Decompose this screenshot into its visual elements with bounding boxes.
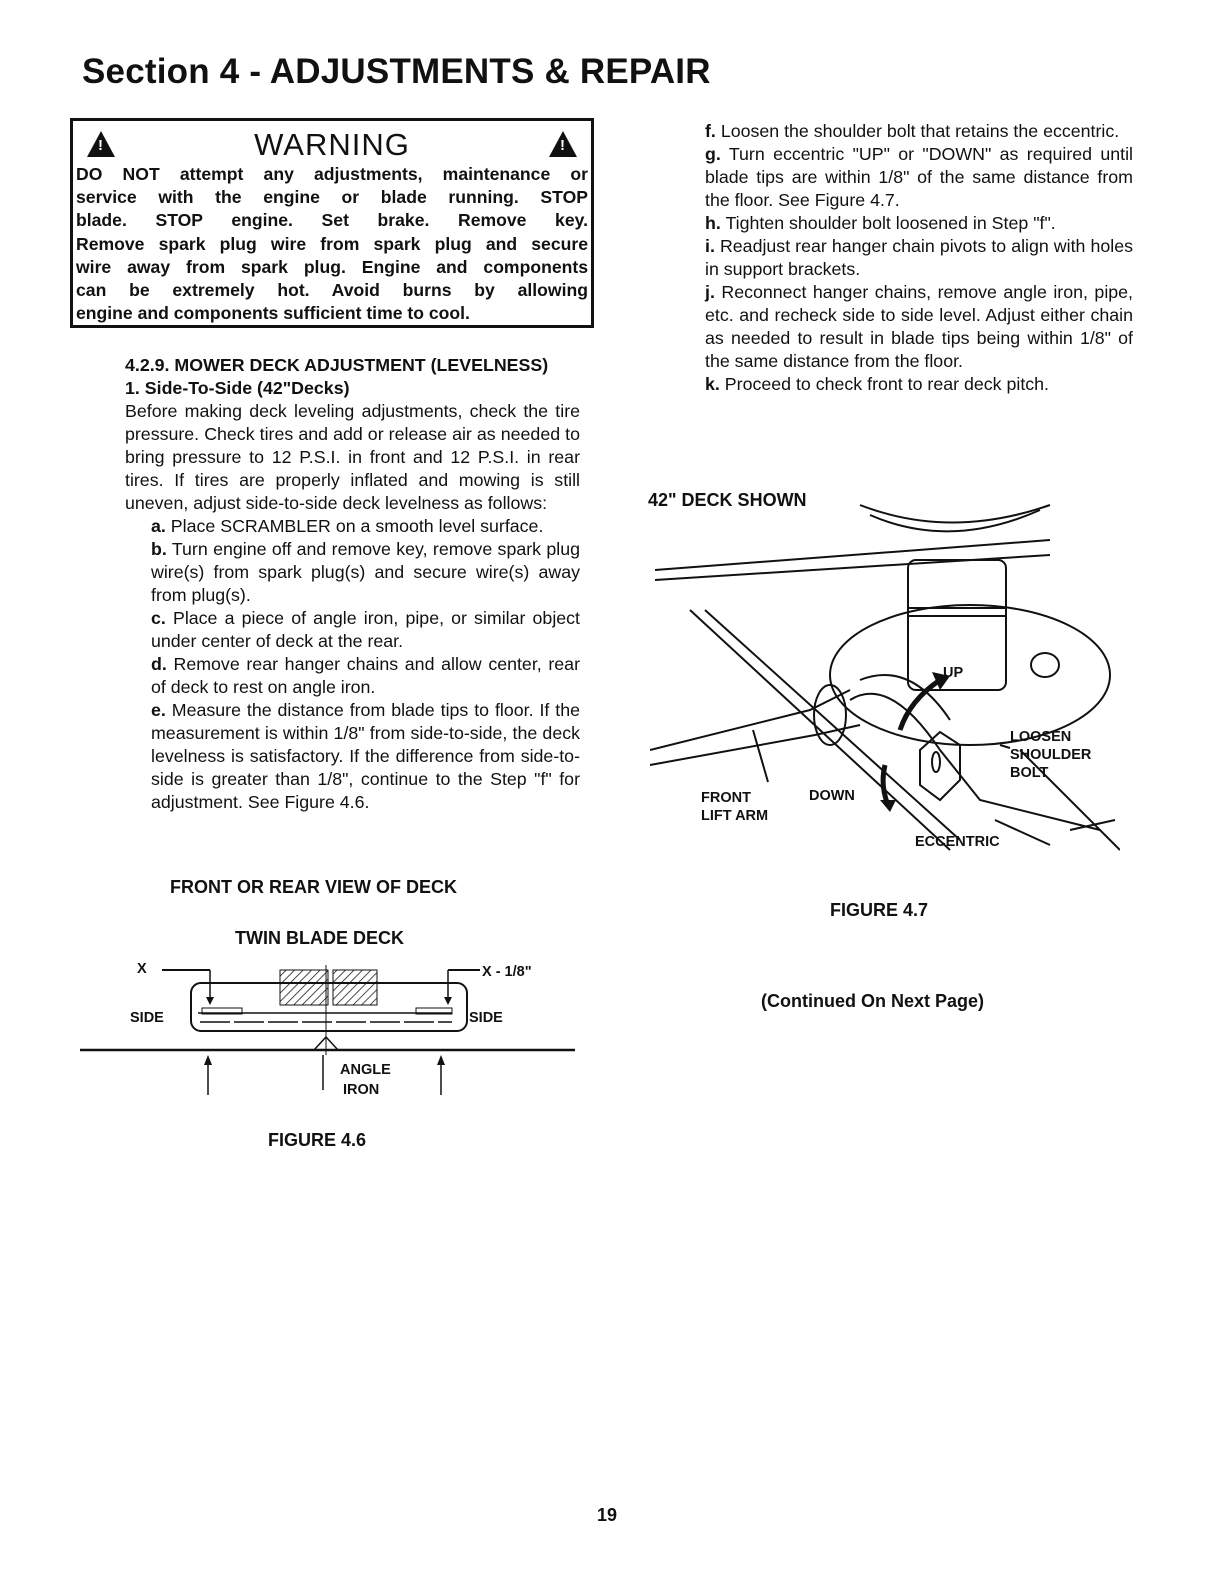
warning-line: can be extremely hot. Avoid burns by allowing: [76, 280, 588, 301]
intro-paragraph: Before making deck leveling adjustments, check the tire pressure. Check tires and add or release air as needed to bring pressure to 12 P.S.I. in front and 12 P.S.I. in rear tires. If tires are properly inflated and mowing is still uneven, adjust side-to-side deck levelness as follows:: [125, 401, 580, 513]
step-f: [705, 120, 1133, 143]
warning-line: engine and components sufficient time to cool.: [76, 303, 470, 324]
section-title: Section 4 - ADJUSTMENTS & REPAIR: [82, 52, 711, 91]
figure-4-7-caption: FIGURE 4.7: [830, 900, 929, 920]
figure-4-6-view-title: FRONT OR REAR VIEW OF DECK: [170, 877, 457, 897]
step-d: [125, 653, 580, 699]
step-a: [125, 515, 580, 538]
figure-4-6-caption: FIGURE 4.6: [268, 1130, 367, 1150]
warning-line: DO NOT attempt any adjustments, maintenance or: [76, 164, 588, 184]
warning-line: service with the engine or blade running. STOP: [76, 187, 588, 208]
deck-shown-label: 42" DECK SHOWN: [648, 490, 807, 510]
warning-title: WARNING: [254, 127, 410, 162]
step-text: Place SCRAMBLER on a smooth level surface.: [170, 516, 544, 536]
warning-line: wire away from spark plug. Engine and components: [76, 256, 588, 277]
step-k: [705, 373, 1133, 396]
warning-box: [70, 118, 594, 328]
warning-line: blade. STOP engine. Set brake. Remove key.: [76, 210, 588, 231]
step-text: Reconnect hanger chains, remove angle iron, pipe, etc. and recheck side to side level. Adjust either chain as needed to result in blade tips being within 1/8" of the same distance from the floor.: [705, 282, 1133, 371]
warning-line: Remove spark plug wire from spark plug and secure: [76, 233, 588, 254]
step-b: [125, 538, 580, 607]
label-line: LIFT ARM: [701, 808, 769, 824]
subsection-heading: 4.2.9. MOWER DECK ADJUSTMENT (LEVELNESS): [125, 355, 549, 375]
step-text: Readjust rear hanger chain pivots to align with holes in support brackets.: [705, 236, 1133, 279]
step-letter: j.: [705, 282, 715, 302]
step-letter: b.: [151, 539, 167, 559]
label-line: FRONT: [701, 790, 751, 806]
step-text: Measure the distance from blade tips to floor. If the measurement is within 1/8" from side-to-side, the deck levelness is satisfactory. If the difference from side-to-side is greater than 1/8", continue to the Step "f" for adjustment. See Figure 4.6.: [151, 700, 580, 812]
step-j: [705, 281, 1133, 373]
angle-iron-label: IRON: [343, 1082, 380, 1098]
step-letter: a.: [151, 516, 166, 536]
right-column: [705, 120, 1133, 396]
step-text: Tighten shoulder bolt loosened in Step "f".: [725, 213, 1056, 233]
angle-iron-label: ANGLE: [340, 1062, 391, 1078]
step-letter: k.: [705, 374, 720, 394]
step-h: [705, 212, 1133, 235]
side-right-label: SIDE: [469, 1010, 503, 1026]
subsection-subheading: 1. Side-To-Side (42"Decks): [125, 378, 350, 398]
warning-triangle-icon: [87, 131, 115, 157]
step-letter: g.: [705, 144, 721, 164]
step-letter: d.: [151, 654, 167, 674]
step-letter: i.: [705, 236, 715, 256]
continued-note: (Continued On Next Page): [761, 991, 985, 1011]
label-line: SHOULDER: [1010, 747, 1092, 763]
step-letter: e.: [151, 700, 166, 720]
x-label: X: [137, 961, 147, 977]
figure-4-6-deck-title: TWIN BLADE DECK: [235, 928, 404, 948]
x-minus-label: X - 1/8": [482, 964, 532, 980]
step-c: [125, 607, 580, 653]
left-column: [125, 354, 580, 814]
front-lift-arm-label: [701, 789, 768, 825]
step-text: Turn engine off and remove key, remove spark plug wire(s) from spark plug(s) and secure wire(s) away from plug(s).: [151, 539, 580, 605]
down-label: DOWN: [809, 788, 855, 804]
step-i: [705, 235, 1133, 281]
up-label: UP: [943, 665, 964, 681]
loosen-shoulder-bolt-label: [1010, 728, 1091, 782]
step-letter: f.: [705, 121, 716, 141]
step-text: Remove rear hanger chains and allow center, rear of deck to rest on angle iron.: [151, 654, 580, 697]
step-e: [125, 699, 580, 814]
page-number: 19: [597, 1505, 618, 1525]
label-line: LOOSEN: [1010, 729, 1072, 745]
step-g: [705, 143, 1133, 212]
eccentric-label: ECCENTRIC: [915, 834, 1000, 850]
step-letter: c.: [151, 608, 166, 628]
warning-triangle-icon: [549, 131, 577, 157]
step-letter: h.: [705, 213, 721, 233]
step-text: Proceed to check front to rear deck pitch.: [724, 374, 1049, 394]
label-line: BOLT: [1010, 765, 1049, 781]
side-left-label: SIDE: [130, 1010, 164, 1026]
step-text: Loosen the shoulder bolt that retains the eccentric.: [720, 121, 1120, 141]
step-text: Place a piece of angle iron, pipe, or similar object under center of deck at the rear.: [151, 608, 580, 651]
step-text: Turn eccentric "UP" or "DOWN" as required until blade tips are within 1/8" of the same distance from the floor. See Figure 4.7.: [705, 144, 1133, 210]
